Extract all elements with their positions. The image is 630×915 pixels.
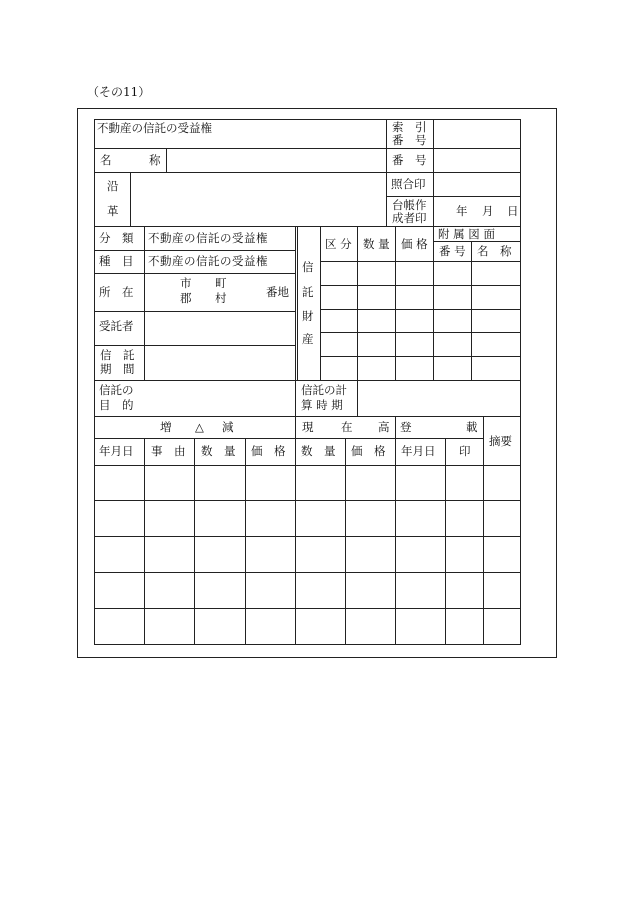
table-rule bbox=[357, 226, 358, 380]
form-title: 不動産の信託の受益権 bbox=[97, 121, 212, 135]
location-village: 村 bbox=[215, 291, 227, 305]
column-change-price: 価 格 bbox=[251, 444, 286, 458]
ledger-seal-label-2: 成者印 bbox=[392, 211, 427, 225]
table-rule bbox=[144, 226, 145, 380]
table-rule bbox=[144, 438, 145, 645]
registration-char-2: 載 bbox=[466, 420, 478, 434]
table-rule bbox=[94, 438, 483, 439]
trustee-label: 受託者 bbox=[99, 319, 134, 333]
current-char-2: 在 bbox=[341, 420, 353, 434]
column-date: 年月日 bbox=[99, 444, 134, 458]
table-rule bbox=[94, 380, 521, 381]
table-rule bbox=[395, 226, 396, 380]
table-rule bbox=[94, 148, 521, 149]
trust-property-char-2: 託 bbox=[302, 285, 314, 299]
attached-header-number: 番 号 bbox=[439, 244, 466, 258]
table-rule bbox=[471, 241, 472, 380]
column-current-price: 価 格 bbox=[351, 444, 386, 458]
registration-char-1: 登 bbox=[400, 420, 412, 434]
location-county: 郡 bbox=[180, 291, 192, 305]
column-registration-date: 年月日 bbox=[401, 444, 436, 458]
location-label: 所 在 bbox=[99, 285, 134, 299]
table-rule bbox=[94, 250, 295, 251]
form-table bbox=[94, 119, 521, 645]
category-value: 不動産の信託の受益権 bbox=[148, 231, 268, 245]
attached-drawings-label: 附 属 図 面 bbox=[438, 227, 495, 241]
column-reason: 事 由 bbox=[151, 444, 186, 458]
table-rule bbox=[94, 536, 521, 537]
change-char-3: 減 bbox=[222, 420, 234, 434]
trust-purpose-label-2: 目 的 bbox=[99, 398, 134, 412]
table-rule bbox=[320, 285, 521, 286]
index-number-label-2: 番 号 bbox=[392, 133, 427, 147]
trust-property-char-3: 財 bbox=[302, 309, 314, 323]
date-year: 年 bbox=[456, 204, 468, 218]
table-rule bbox=[433, 119, 434, 226]
trust-calc-label-2: 算 時 期 bbox=[301, 398, 343, 412]
table-rule bbox=[320, 309, 521, 310]
table-rule bbox=[94, 465, 521, 466]
trust-period-label-1: 信 託 bbox=[100, 348, 135, 362]
name-label-2: 称 bbox=[149, 153, 161, 167]
table-rule bbox=[345, 438, 346, 645]
table-rule bbox=[483, 416, 484, 645]
table-rule bbox=[130, 172, 131, 226]
column-current-quantity: 数 量 bbox=[301, 444, 336, 458]
table-rule bbox=[320, 261, 521, 262]
table-rule bbox=[166, 148, 167, 172]
table-rule bbox=[94, 311, 295, 312]
table-rule bbox=[395, 416, 396, 645]
trust-period-label-2: 期 間 bbox=[100, 362, 135, 376]
trust-purpose-label-1: 信託の bbox=[99, 383, 134, 397]
table-rule bbox=[94, 572, 521, 573]
table-rule bbox=[295, 226, 296, 416]
property-header-division: 区 分 bbox=[325, 237, 352, 251]
summary-label: 摘要 bbox=[489, 434, 512, 448]
table-rule bbox=[194, 438, 195, 645]
name-label-1: 名 bbox=[100, 153, 112, 167]
location-town: 町 bbox=[215, 276, 227, 290]
current-char-3: 高 bbox=[378, 420, 390, 434]
date-month: 月 bbox=[482, 204, 494, 218]
table-rule bbox=[357, 380, 358, 416]
history-label-2: 革 bbox=[107, 204, 119, 218]
table-rule bbox=[94, 608, 521, 609]
table-rule bbox=[445, 438, 446, 645]
table-rule bbox=[320, 332, 521, 333]
table-rule bbox=[94, 500, 521, 501]
table-rule bbox=[386, 196, 521, 197]
trust-calc-label-1: 信託の計 bbox=[301, 383, 347, 397]
table-rule bbox=[320, 226, 321, 380]
table-rule bbox=[245, 438, 246, 645]
attached-header-name: 名 称 bbox=[477, 244, 512, 258]
check-seal-label: 照合印 bbox=[391, 177, 426, 191]
number-label: 番 号 bbox=[392, 153, 427, 167]
column-seal: 印 bbox=[459, 444, 471, 458]
change-char-1: 増 bbox=[160, 420, 172, 434]
ledger-seal-label-1: 台帳作 bbox=[392, 198, 427, 212]
change-char-2: △ bbox=[195, 420, 204, 434]
date-day: 日 bbox=[507, 204, 519, 218]
property-header-price: 価 格 bbox=[401, 237, 428, 251]
index-number-label-1: 索 引 bbox=[392, 120, 427, 134]
item-label: 種 目 bbox=[99, 254, 134, 268]
item-value: 不動産の信託の受益権 bbox=[148, 254, 268, 268]
trust-property-char-4: 産 bbox=[302, 332, 314, 346]
property-header-quantity: 数 量 bbox=[363, 237, 390, 251]
location-city: 市 bbox=[180, 276, 192, 290]
page-caption: （その11） bbox=[87, 85, 151, 99]
table-rule bbox=[94, 416, 521, 417]
table-rule bbox=[295, 416, 296, 645]
table-rule bbox=[386, 119, 387, 226]
trust-property-char-1: 信 bbox=[302, 260, 314, 274]
table-rule bbox=[94, 273, 295, 274]
table-rule bbox=[433, 241, 521, 242]
category-label: 分 類 bbox=[99, 231, 134, 245]
table-rule bbox=[94, 345, 295, 346]
location-lot: 番地 bbox=[266, 285, 289, 299]
table-rule bbox=[320, 356, 521, 357]
table-rule bbox=[94, 172, 521, 173]
history-label-1: 沿 bbox=[107, 179, 119, 193]
current-char-1: 現 bbox=[302, 420, 314, 434]
table-rule bbox=[297, 226, 298, 380]
column-change-quantity: 数 量 bbox=[201, 444, 236, 458]
table-rule bbox=[433, 226, 434, 380]
